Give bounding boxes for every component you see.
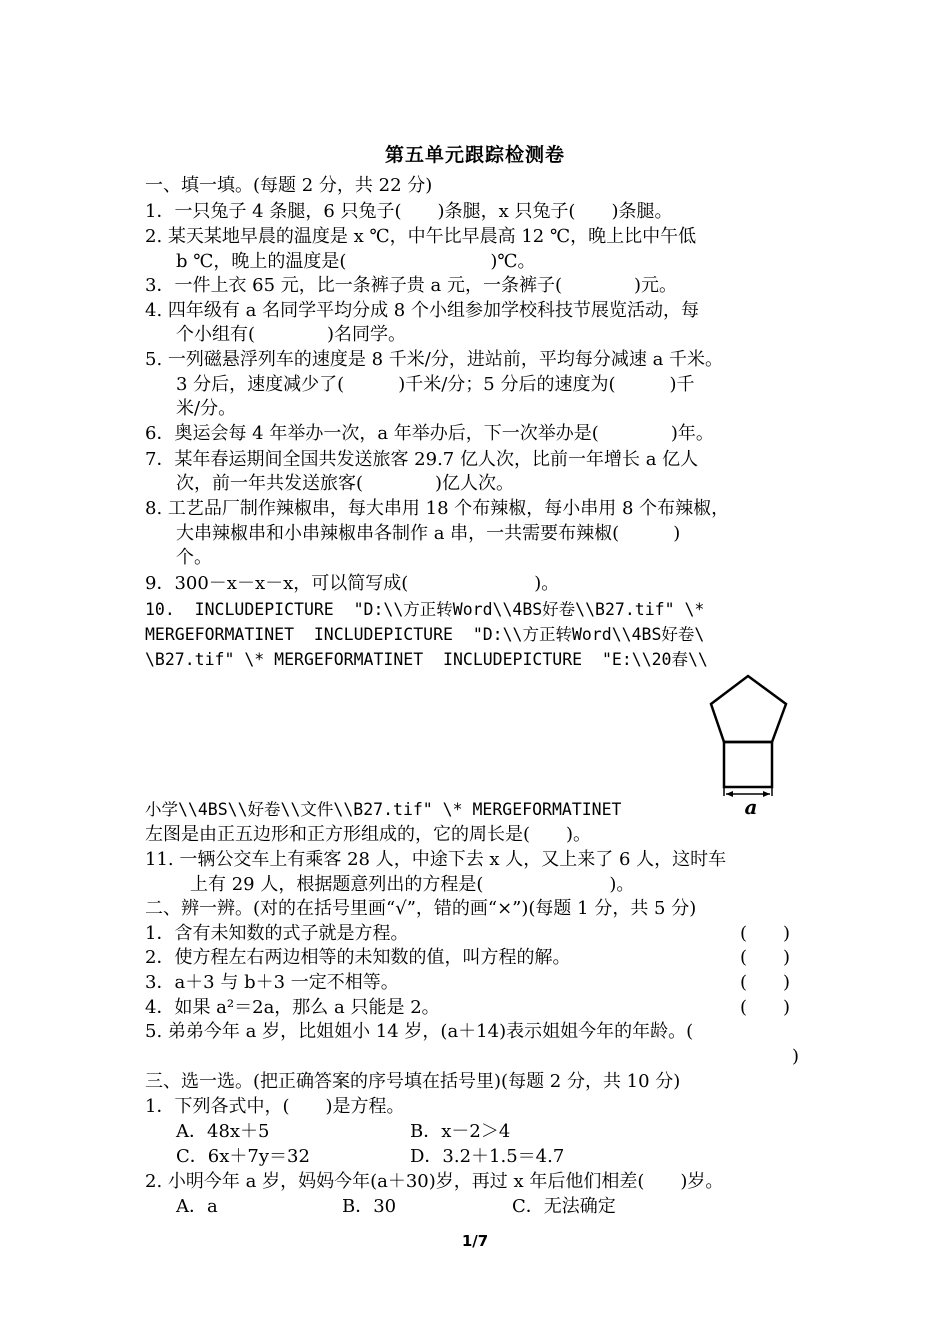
question-2-line2: b ℃，晚上的温度是( )℃。	[176, 251, 536, 272]
answer-blank-3: ( )	[740, 972, 791, 993]
choice-2-option-c: C．无法确定	[512, 1196, 616, 1217]
choice-1-option-a: A．48x＋5	[176, 1121, 270, 1142]
choice-2-option-a: A．a	[176, 1196, 218, 1217]
judge-item-2: 2．使方程左右两边相等的未知数的值，叫方程的解。	[145, 947, 571, 968]
question-2-line1: 2. 某天某地早晨的温度是 x ℃，中午比早晨高 12 ℃，晚上比中午低	[145, 226, 697, 247]
question-5-line1: 5. 一列磁悬浮列车的速度是 8 千米/分，进站前，平均每分减速 a 千米。	[145, 349, 724, 370]
judge-item-4: 4．如果 a²＝2a，那么 a 只能是 2。	[145, 997, 440, 1018]
section1-heading: 一、填一填。(每题 2 分，共 22 分)	[145, 175, 433, 196]
judge-item-3: 3．a＋3 与 b＋3 一定不相等。	[145, 972, 399, 993]
question-5-line2: 3 分后，速度减少了( )千米/分；5 分后的速度为( )千	[176, 374, 695, 395]
answer-blank-5-close: )	[792, 1046, 800, 1067]
question-5-line3: 米/分。	[176, 398, 237, 419]
question-7-line2: 次，前一年共发送旅客( )亿人次。	[176, 473, 515, 494]
question-8-line2: 大串辣椒串和小串辣椒串各制作 a 串，一共需要布辣椒( )	[176, 523, 681, 544]
page-title: 第五单元跟踪检测卷	[384, 144, 565, 166]
section3-heading: 三、选一选。(把正确答案的序号填在括号里)(每题 2 分，共 10 分)	[145, 1071, 681, 1092]
question-11-line1: 11. 一辆公交车上有乘客 28 人，中途下去 x 人，又上来了 6 人，这时车	[145, 849, 727, 870]
pentagon-square-figure	[706, 670, 796, 820]
judge-item-5: 5. 弟弟今年 a 岁，比姐姐小 14 岁，(a＋14)表示姐姐今年的年龄。(	[145, 1021, 694, 1042]
question-11-line2: 上有 29 人，根据题意列出的方程是( )。	[190, 874, 635, 895]
question-6: 6．奥运会每 4 年举办一次，a 年举办后，下一次举办是( )年。	[145, 423, 714, 444]
choice-question-2: 2. 小明今年 a 岁，妈妈今年(a＋30)岁，再过 x 年后他们相差( )岁。	[145, 1171, 724, 1192]
judge-item-1: 1．含有未知数的式子就是方程。	[145, 923, 409, 944]
answer-blank-2: ( )	[740, 947, 791, 968]
page-number: 1/7	[461, 1232, 489, 1250]
question-4-line1: 4. 四年级有 a 名同学平均分成 8 个小组参加学校科技节展览活动，每	[145, 300, 699, 321]
choice-1-option-d: D．3.2＋1.5＝4.7	[410, 1146, 565, 1167]
choice-question-1: 1．下列各式中，( )是方程。	[145, 1096, 405, 1117]
choice-2-option-b: B．30	[342, 1196, 397, 1217]
question-10-field-line4: 小学\\4BS\\好卷\\文件\\B27.tif" \* MERGEFORMATINET	[145, 800, 622, 819]
question-10-field-line1: 10. INCLUDEPICTURE "D:\\方正转Word\\4BS好卷\\B27.tif" \*	[145, 600, 715, 619]
answer-blank-4: ( )	[740, 997, 791, 1018]
side-length-label: a	[744, 795, 758, 819]
question-3: 3．一件上衣 65 元，比一条裤子贵 a 元，一条裤子( )元。	[145, 275, 678, 296]
answer-blank-1: ( )	[740, 923, 791, 944]
question-10-field-line3: \B27.tif" \* MERGEFORMATINET INCLUDEPICTURE "E:\\20春\\	[145, 650, 708, 669]
question-1: 1．一只兔子 4 条腿，6 只兔子( )条腿，x 只兔子( )条腿。	[145, 201, 673, 222]
question-10-text: 左图是由正五边形和正方形组成的，它的周长是( )。	[145, 824, 592, 845]
section2-heading: 二、辨一辨。(对的在括号里画“√”，错的画“×”)(每题 1 分，共 5 分)	[145, 898, 697, 919]
question-4-line2: 个小组有( )名同学。	[176, 324, 407, 345]
choice-1-option-c: C．6x＋7y＝32	[176, 1146, 310, 1167]
choice-1-option-b: B．x－2＞4	[410, 1121, 511, 1142]
question-9: 9．300－x－x－x，可以简写成( )。	[145, 573, 560, 594]
question-8-line3: 个。	[176, 547, 212, 568]
question-10-field-line2: MERGEFORMATINET INCLUDEPICTURE "D:\\方正转Word\\4BS好卷\	[145, 625, 705, 644]
square-shape	[724, 742, 772, 787]
pentagon-shape	[711, 676, 786, 742]
question-8-line1: 8. 工艺品厂制作辣椒串，每大串用 18 个布辣椒，每小串用 8 个布辣椒，	[145, 498, 730, 519]
question-7-line1: 7．某年春运期间全国共发送旅客 29.7 亿人次，比前一年增长 a 亿人	[145, 449, 699, 470]
